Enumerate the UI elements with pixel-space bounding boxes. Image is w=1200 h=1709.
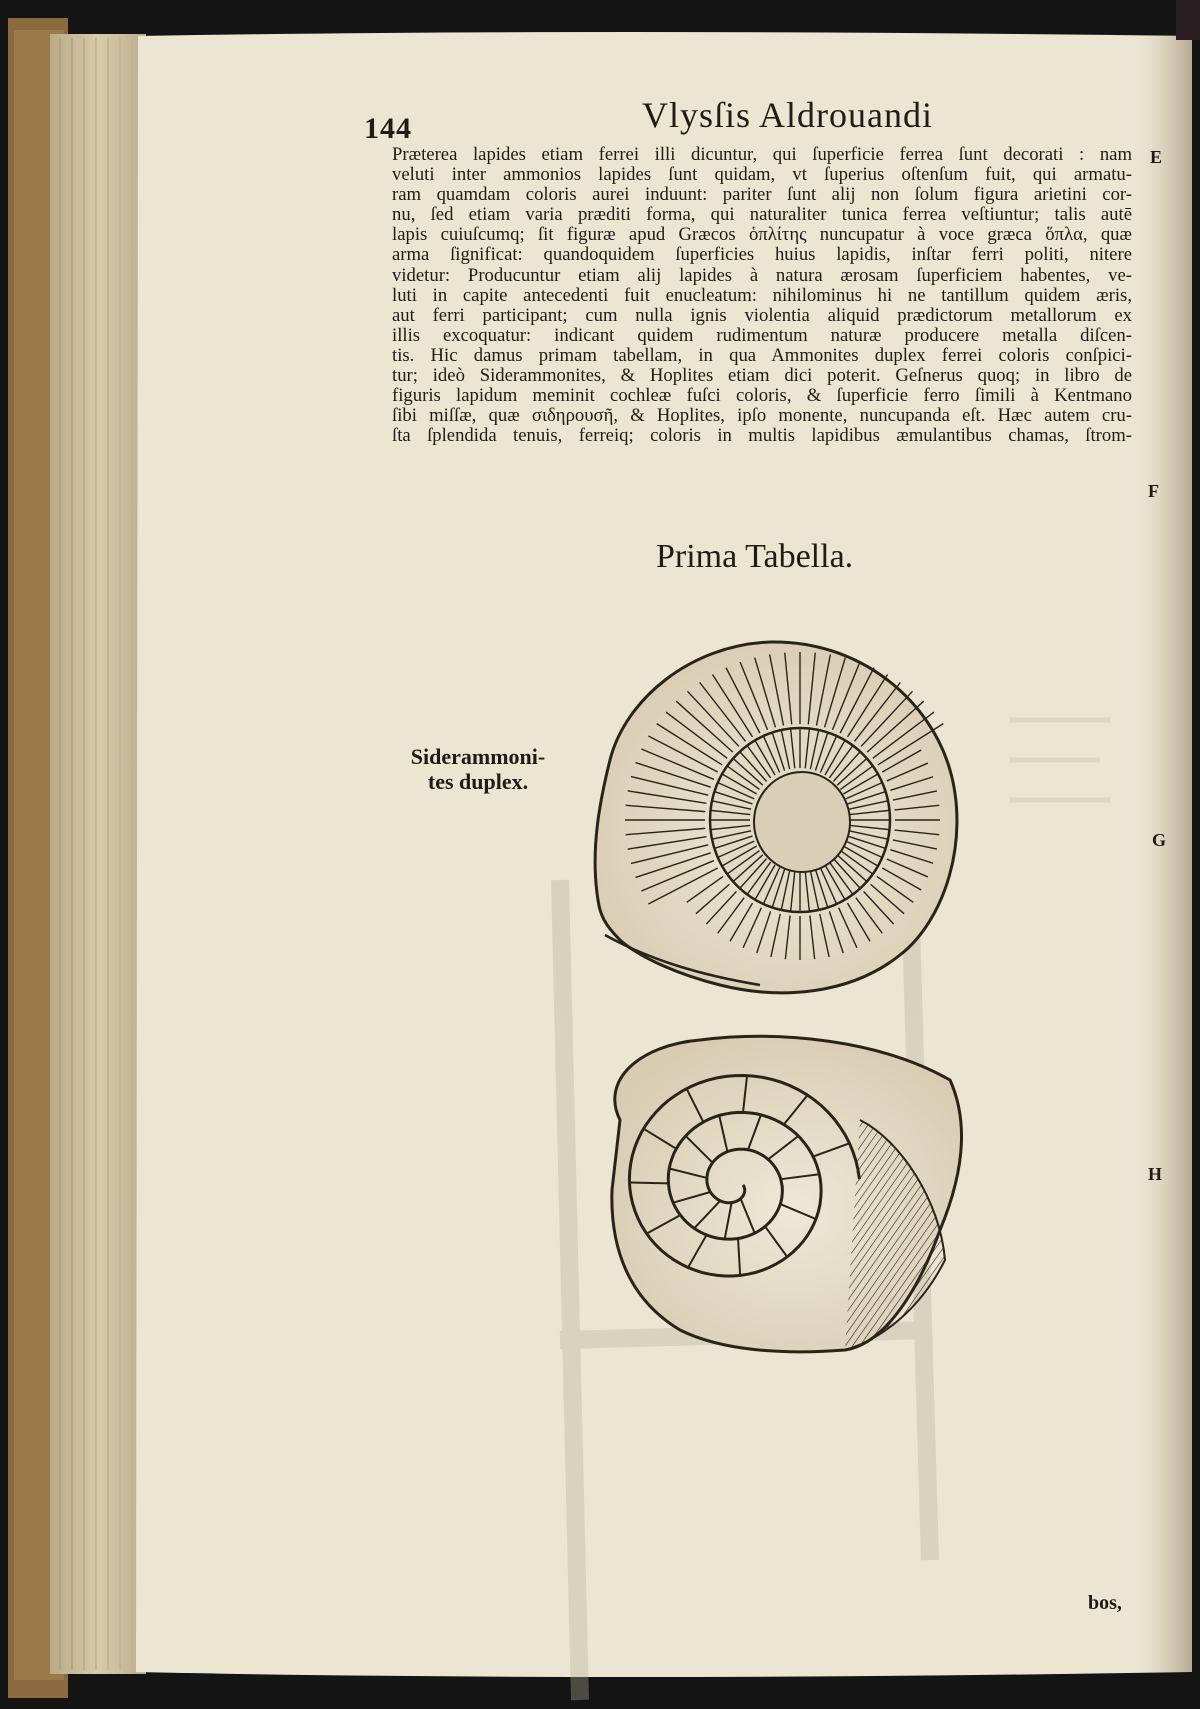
body-line: lapis cuiuſcumq; ſit figuræ apud Græcos ὁπλίτης nuncupatur à voce græca ὅπλα, quæ xyxy=(392,224,1132,246)
body-text xyxy=(392,145,1132,446)
body-line: ram quamdam coloris aurei induunt: pariter ſunt alij non ſolum figura arietini cor- xyxy=(392,184,1132,206)
margin-letter-f: F xyxy=(1148,481,1159,501)
caption-line: tes duplex. xyxy=(427,769,529,794)
body-line: tur; ideò Siderammonites, & Hoplites etiam dici poterit. Geſnerus quoq; in libro de xyxy=(392,365,1132,387)
body-line: luti in capite antecedenti fuit enucleatum: nihilominus hi ne tantillum quidem æris, xyxy=(392,284,1132,306)
body-line: Præterea lapides etiam ferrei illi dicuntur, qui ſuperficie ferrea ſunt decorati : nam xyxy=(392,144,1132,165)
body-line: aut ferri participant; cum nulla ignis violentia aliquid prædictorum metallorum ex xyxy=(392,304,1132,326)
body-line: videtur: Producuntur etiam alij lapides à natura ærosam ſuperficiem habentes, ve- xyxy=(392,264,1132,286)
body-line: ſta ſplendida tenuis, ferreiq; coloris in multis lapidibus æmulantibus chamas, ſtrom- xyxy=(392,425,1132,447)
margin-letter-h: H xyxy=(1148,1164,1163,1184)
body-line: nu, ſed etiam varia præditi forma, qui naturaliter tunica ferrea veſtiuntur; talis autē xyxy=(392,204,1132,226)
running-head: Vlysſis Aldrouandi xyxy=(642,95,934,135)
margin-letter-e: E xyxy=(1150,147,1163,167)
margin-letter-g: G xyxy=(1152,830,1167,850)
illustration-caption xyxy=(396,744,560,794)
body-line: ſibi miſſæ, quæ σιδηρουσῆ, & Hoplites, ipſo monente, nuncupanda eſt. Hæc autem cru- xyxy=(392,405,1132,427)
catchword: bos, xyxy=(1088,1592,1122,1614)
body-line: veluti inter ammonios lapides ſunt quidam, vt ſuperius oſtenſum fuit, qui armatu- xyxy=(392,164,1132,186)
page-edges xyxy=(50,34,146,1674)
ammonite-illustration-upper xyxy=(595,642,957,993)
ammonite-illustration-lower xyxy=(612,1036,962,1351)
body-line: illis excoquatur: indicant quidem rudimentum naturæ producere metalla diſcen- xyxy=(392,324,1132,346)
body-line: arma ſignificat: quandoquidem ſuperficies huius lapidis, inſtar ferri politi, nitere xyxy=(392,244,1132,266)
body-line: tis. Hic damus primam tabellam, in qua Ammonites duplex ferrei coloris conſpici- xyxy=(392,344,1132,366)
plate-title: Prima Tabella. xyxy=(656,538,854,575)
body-line: figuris lapidum meminit cochleæ fuſci coloris, & ſuperficie ferro ſimili à Kentmano xyxy=(392,385,1132,407)
caption-line: Siderammoni- xyxy=(410,744,546,769)
page-number: 144 xyxy=(364,112,412,145)
